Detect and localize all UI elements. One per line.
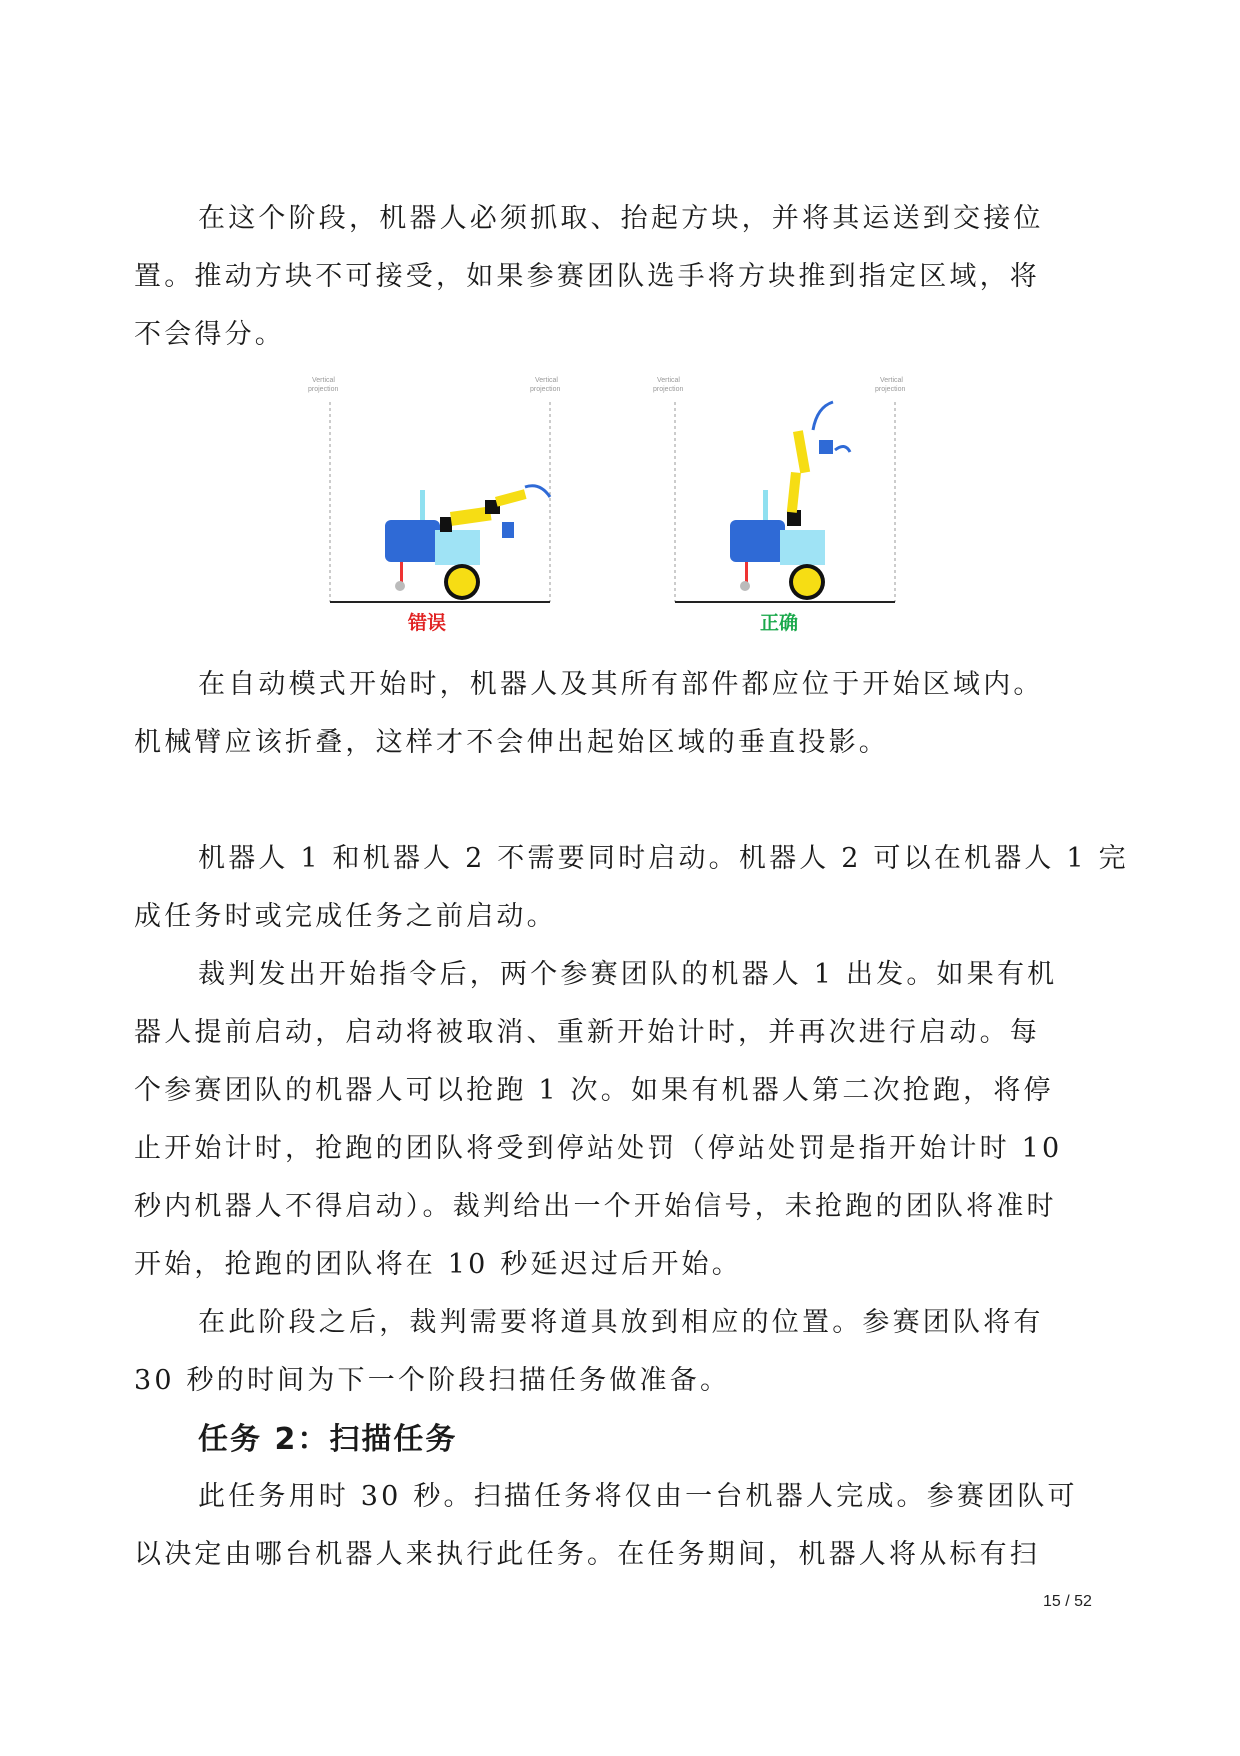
paragraph-line: 不会得分。: [134, 319, 285, 350]
section-heading: 任务 2：扫描任务: [198, 1422, 458, 1457]
projection-label: Vertical: [535, 377, 558, 384]
paragraph-line: 成任务时或完成任务之前启动。: [134, 901, 557, 932]
paragraph-line: 以决定由哪台机器人来执行此任务。在任务期间，机器人将从标有扫: [134, 1539, 1040, 1570]
projection-label: projection: [653, 386, 684, 393]
paragraph-line: 开始，抢跑的团队将在 10 秒延迟过后开始。: [134, 1249, 742, 1280]
projection-label: Vertical: [312, 377, 335, 384]
paragraph-line: 器人提前启动，启动将被取消、重新开始计时，并再次进行启动。每: [134, 1017, 1040, 1048]
paragraph-line: 在这个阶段，机器人必须抓取、抬起方块，并将其运送到交接位: [198, 203, 1044, 234]
paragraph-1: [134, 190, 1094, 364]
projection-label: projection: [875, 386, 906, 393]
paragraph-line: 机器人 1 和机器人 2 不需要同时启动。机器人 2 可以在机器人 1 完: [198, 843, 1129, 874]
projection-label: projection: [308, 386, 339, 393]
projection-label: Vertical: [657, 377, 680, 384]
caption-right: 正确: [760, 612, 799, 634]
paragraph-5: [134, 1294, 1094, 1410]
paragraph-line: 在自动模式开始时，机器人及其所有部件都应位于开始区域内。: [198, 669, 1044, 700]
paragraph-line: 此任务用时 30 秒。扫描任务将仅由一台机器人完成。参赛团队可: [198, 1481, 1078, 1512]
paragraph-6: [134, 1468, 1094, 1584]
projection-label: Vertical: [880, 377, 903, 384]
paragraph-line: 在此阶段之后，裁判需要将道具放到相应的位置。参赛团队将有: [198, 1307, 1044, 1338]
robot-figure-wrong: [300, 372, 570, 642]
paragraph-line: 秒内机器人不得启动）。裁判给出一个开始信号，未抢跑的团队将准时: [134, 1191, 1057, 1222]
paragraph-line: 止开始计时，抢跑的团队将受到停站处罚（停站处罚是指开始计时 10: [134, 1133, 1063, 1164]
caption-wrong: 错误: [408, 612, 447, 634]
paragraph-line: 个参赛团队的机器人可以抢跑 1 次。如果有机器人第二次抢跑，将停: [134, 1075, 1054, 1106]
paragraph-3: [134, 830, 1129, 946]
robot-figure-right: [645, 372, 915, 642]
paragraph-4: [134, 946, 1094, 1294]
paragraph-line: 30 秒的时间为下一个阶段扫描任务做准备。: [134, 1365, 731, 1396]
projection-label: projection: [530, 386, 561, 393]
page-number: 15 / 52: [1043, 1593, 1092, 1610]
paragraph-line: 机械臂应该折叠，这样才不会伸出起始区域的垂直投影。: [134, 727, 889, 758]
paragraph-line: 裁判发出开始指令后，两个参赛团队的机器人 1 出发。如果有机: [198, 959, 1058, 990]
paragraph-line: 置。推动方块不可接受，如果参赛团队选手将方块推到指定区域，将: [134, 261, 1040, 292]
paragraph-2: [134, 656, 1094, 772]
